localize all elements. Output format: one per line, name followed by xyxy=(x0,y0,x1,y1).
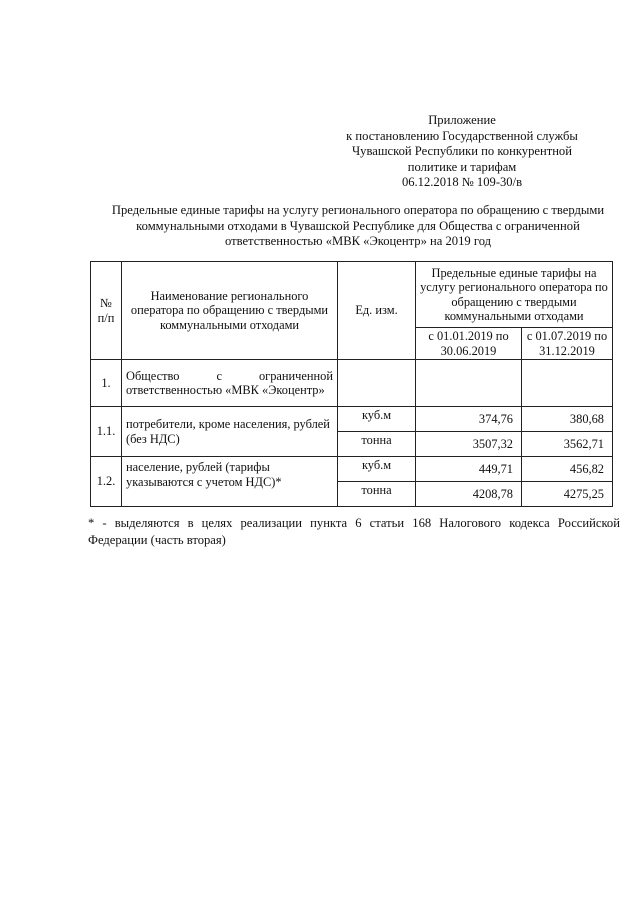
footnote-word: целях xyxy=(201,516,233,530)
title-line: коммунальными отходами в Чувашской Республике для Общества с ограниченной xyxy=(136,218,580,233)
appendix-line: Приложение xyxy=(428,113,496,127)
footnote-word: * xyxy=(88,516,95,530)
footnote-word: выделяются xyxy=(114,516,180,530)
header-period-2: с 01.07.2019 по 31.12.2019 xyxy=(522,328,613,360)
org-name: Общество с ограниченной ответственностью «МВК «Экоцентр» xyxy=(122,360,338,407)
table-row xyxy=(91,360,613,407)
table-row xyxy=(91,407,613,432)
appendix-line: к постановлению Государственной службы xyxy=(346,128,578,143)
header-tariffs: Предельные единые тарифы на услугу регионального оператора по обращению с твердыми коммунальными отходами xyxy=(416,262,613,328)
footnote-word: пункта xyxy=(310,516,348,530)
header-unit: Ед. изм. xyxy=(338,262,416,360)
footnote-line-1 xyxy=(88,515,620,532)
value-cell: 3562,71 xyxy=(522,432,613,457)
appendix-line: 06.12.2018 № 109-30/в xyxy=(401,175,523,190)
title-line: ответственностью «МВК «Экоцентр» на 2019 год xyxy=(224,234,492,249)
row-name: население, рублей (тарифы указываются с учетом НДС)* xyxy=(122,457,338,507)
empty-cell xyxy=(338,360,416,407)
document-title xyxy=(88,203,628,250)
footnote xyxy=(88,515,620,549)
unit-cell: тонна xyxy=(338,482,416,507)
header-name: Наименование регионального оператора по обращению с твердыми коммунальными отходами xyxy=(122,262,338,360)
appendix-header xyxy=(322,113,602,191)
value-cell: 380,68 xyxy=(522,407,613,432)
value-cell: 456,82 xyxy=(522,457,613,482)
title-line: Предельные единые тарифы на услугу регионального оператора по обращению с твердыми xyxy=(111,203,605,217)
footnote-word: 168 xyxy=(412,516,432,530)
empty-cell xyxy=(522,360,613,407)
row-name: потребители, кроме населения, рублей (без НДС) xyxy=(122,407,338,457)
table-row xyxy=(91,457,613,482)
unit-cell: куб.м xyxy=(338,407,416,432)
unit-cell: тонна xyxy=(338,432,416,457)
footnote-line-2: Федерации (часть вторая) xyxy=(88,533,226,547)
footnote-word: Российской xyxy=(557,516,620,530)
table-header-row xyxy=(91,262,613,328)
footnote-word: реализации xyxy=(240,516,303,530)
footnote-word: кодекса xyxy=(509,516,550,530)
row-num: 1.2. xyxy=(91,457,122,507)
value-cell: 3507,32 xyxy=(416,432,522,457)
footnote-word: 6 xyxy=(355,516,362,530)
value-cell: 4208,78 xyxy=(416,482,522,507)
appendix-line: Чувашской Республики по конкурентной xyxy=(352,144,572,159)
value-cell: 449,71 xyxy=(416,457,522,482)
row-num: 1.1. xyxy=(91,407,122,457)
unit-cell: куб.м xyxy=(338,457,416,482)
footnote-word: в xyxy=(187,516,194,530)
row-num: 1. xyxy=(91,360,122,407)
footnote-word: - xyxy=(102,516,107,530)
footnote-word: Налогового xyxy=(439,516,502,530)
tariffs-table xyxy=(90,261,613,507)
header-period-1: с 01.01.2019 по 30.06.2019 xyxy=(416,328,522,360)
value-cell: 374,76 xyxy=(416,407,522,432)
header-num: № п/п xyxy=(91,262,122,360)
appendix-line: политике и тарифам xyxy=(407,159,517,174)
value-cell: 4275,25 xyxy=(522,482,613,507)
empty-cell xyxy=(416,360,522,407)
footnote-word: статьи xyxy=(369,516,405,530)
